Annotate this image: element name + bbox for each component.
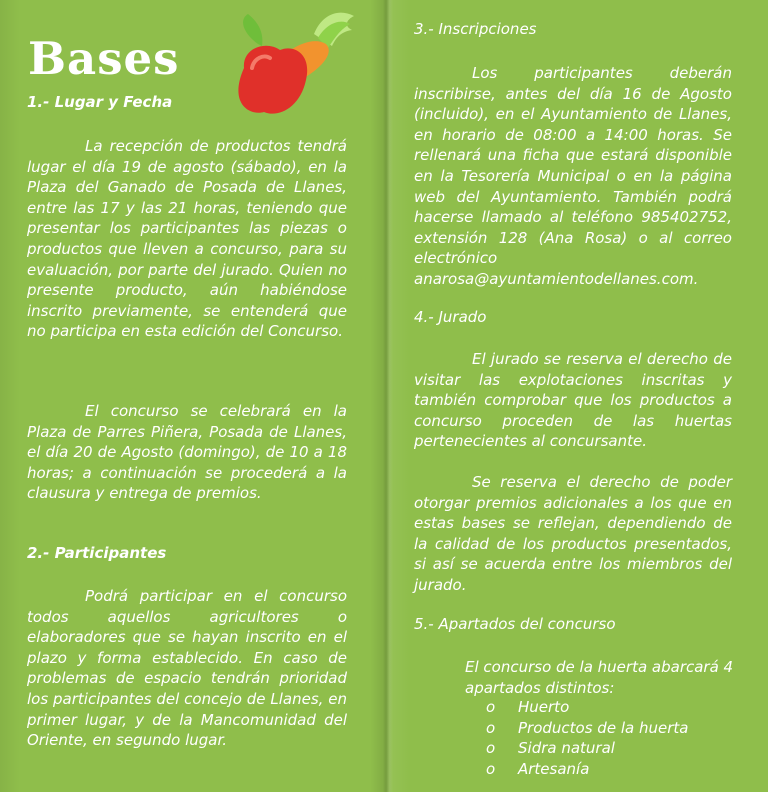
page-title: Bases <box>28 32 180 85</box>
section-4-paragraph-2: Se reserva el derecho de poder otorgar premios adicionales a los que en estas bases se reflejan, dependiendo de la calidad de los productos presentados, si así se acuerda entre los miembros del jurado. <box>414 473 732 594</box>
section-5-intro: El concurso de la huerta abarcará 4 apartados distintos: <box>465 658 734 697</box>
section-1-title: 1.- Lugar y Fecha <box>27 93 173 111</box>
section-5-list <box>486 697 688 779</box>
section-2-paragraph-1: Podrá participar en el concurso todos aquellos agricultores o elaboradores que se hayan inscrito en el plazo y forma establecido. En caso de problemas de espacio tendrán prioridad los participantes del concejo de Llanes, en primer lugar, y de la Mancomunidad del Oriente, en segundo lugar. <box>27 587 347 750</box>
section-4-title: 4.- Jurado <box>414 308 487 326</box>
section-5-title: 5.- Apartados del concurso <box>414 615 616 633</box>
bullet-icon: o <box>486 759 496 778</box>
list-item: o Huerto <box>486 698 570 716</box>
section-1-paragraph-1: La recepción de productos tendrá lugar el día 19 de agosto (sábado), en la Plaza del Ganado de Posada de Llanes, entre las 17 y las 21 horas, teniendo que presentar los participantes las piezas o productos que lleven a concurso, para su evaluación, por parte del jurado. Quien no presente producto, aún habiéndose inscrito previamente, se entenderá que no participa en esta edición del Concurso. <box>27 137 347 341</box>
list-item: o Productos de la huerta <box>486 718 689 737</box>
section-3-title: 3.- Inscripciones <box>414 20 537 38</box>
bullet-icon: o <box>486 698 496 716</box>
section-1-paragraph-2: El concurso se celebrará en la Plaza de Parres Piñera, Posada de Llanes, el día 20 de Agosto (domingo), de 10 a 18 horas; a continuación se procederá a la clausura y entrega de premios. <box>27 402 347 503</box>
apple-carrot-icon <box>214 4 364 122</box>
section-3-paragraph-1: Los participantes deberán inscribirse, antes del día 16 de Agosto (incluido), en el Ayuntamiento de Llanes, en horario de 08:00 a 14:00 horas. Se rellenará una ficha que estará disponible en la Tesorería Municipal o en la página web del Ayuntamiento. También podrá hacerse llamado al teléfono 985402752, extensión 128 (Ana Rosa) o al correo electrónico anarosa@ayuntamientodellanes.com. <box>414 64 732 288</box>
section-2-title: 2.- Participantes <box>27 544 167 562</box>
bullet-icon: o <box>486 718 496 737</box>
bullet-icon: o <box>486 739 496 758</box>
list-item: o Sidra natural <box>486 739 615 758</box>
page-fold <box>383 0 393 792</box>
list-item: o Artesanía <box>486 759 590 778</box>
section-4-paragraph-1: El jurado se reserva el derecho de visitar las explotaciones inscritas y también comprobar que los productos a concurso proceden de las huertas pertenecientes al concursante. <box>414 350 732 451</box>
